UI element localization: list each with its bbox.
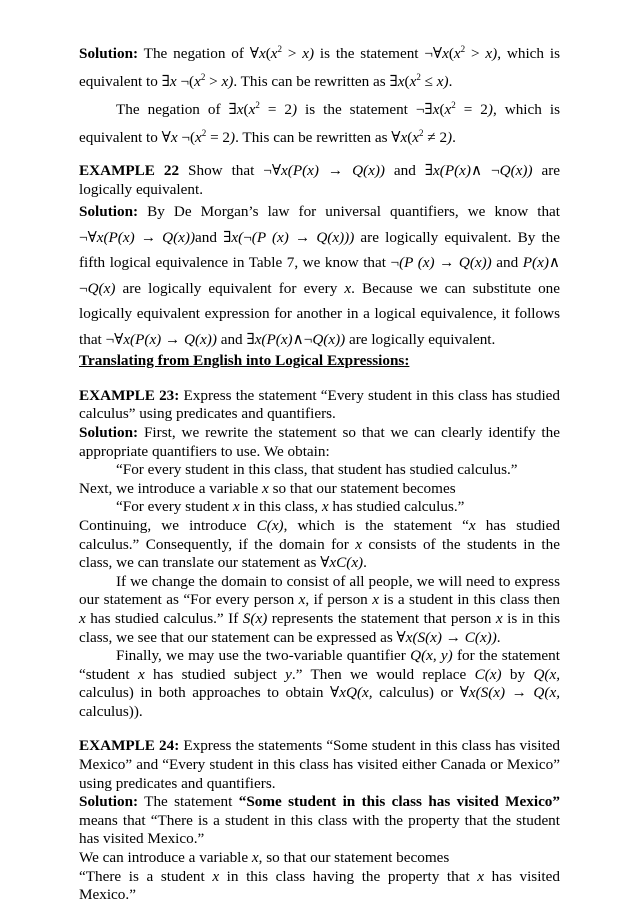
example-23-quote-2: “For every student x in this class, x has studied calculus.” [116, 498, 465, 516]
example-24-quote: “There is a student x in this class having the property that x has visited Mexico.” [79, 867, 560, 904]
example-23-predicate-paragraph: Continuing, we introduce C(x), which is the statement “x has studied calculus.” Consequently, if the domain for x consists of the students in the class, we can translate our statement as ∀xC(x). [79, 516, 560, 572]
example-23-variable-line: Next, we introduce a variable x so that our statement becomes [79, 479, 456, 497]
example-22-solution: Solution: By De Morgan’s law for universal quantifiers, we know that ¬∀x(P(x) → Q(x))and ∃x(¬(P (x) → Q(x))) are logically equivalent. By the fifth logical equivalence in Table 7, we know that ¬(P (x) → Q(x)) and P(x)∧ ¬Q(x) are logically equivalent for every x. Because we can substitute one logically equivalent expression for another in a logical equivalence, it follows that ¬∀x(P(x) → Q(x)) and ∃x(P(x)∧¬Q(x)) are logically equivalent. [79, 203, 561, 348]
example-23-quote-1: “For every student in this class, that student has studied calculus.” [116, 461, 518, 479]
example-22-statement: EXAMPLE 22 Show that ¬∀x(P(x) → Q(x)) and ∃x(P(x)∧ ¬Q(x)) are logically equivalent. [79, 162, 561, 198]
example-24-solution: Solution: The statement “Some student in this class has visited Mexico” means that “There is a student in this class with the property that the student has visited Mexico.” [79, 793, 560, 848]
example-23-two-variable-paragraph: Finally, we may use the two-variable quantifier Q(x, y) for the statement “student x has studied subject y.” Then we would replace C(x) by Q(x, calculus) in both approaches to obtain ∀xQ(x, calculus) or ∀x(S(x) → Q(x, calculus)). [79, 647, 561, 720]
example-23-domain-paragraph: If we change the domain to consist of all people, we will need to express our statement as “For every person x, if person x is a student in this class then x has studied calculus.” If S(x) represents the statement that person x is in this class, we see that our statement can be expressed as ∀x(S(x) → C(x)). [79, 572, 561, 646]
negation-exists-paragraph: The negation of $\exists x(x^2 = 2)$ is the statement $\neg\exists x(x^2 = 2)$, which is equivalent to ∀x $\neg(x^2 = 2)$. This can be rewritten as $\forall x(x^2 \ne 2)$. [79, 99, 560, 146]
solution-negation-paragraph: Solution: The negation of $\forall x(x^2 > x)$ is the statement $\neg\forall x(x^2 > x)$, which is equivalent to ∃x $\neg(x^2 > x)$. This can be rewritten as $\exists x(x^2 \le x)$. [79, 43, 560, 90]
example-24-variable-line: We can introduce a variable x, so that our statement becomes [79, 849, 450, 867]
section-heading: Translating from English into Logical Expressions: [79, 352, 410, 370]
example-23-solution: Solution: First, we rewrite the statement so that we can clearly identify the appropriate quantifiers to use. We obtain: [79, 423, 560, 460]
example-24-statement: EXAMPLE 24: Express the statements “Some student in this class has visited Mexico” and “Every student in this class has visited either Canada or Mexico” using predicates and quantifiers. [79, 737, 560, 792]
example-23-statement: EXAMPLE 23: Express the statement “Every student in this class has studied calculus” using predicates and quantifiers. [79, 386, 561, 423]
